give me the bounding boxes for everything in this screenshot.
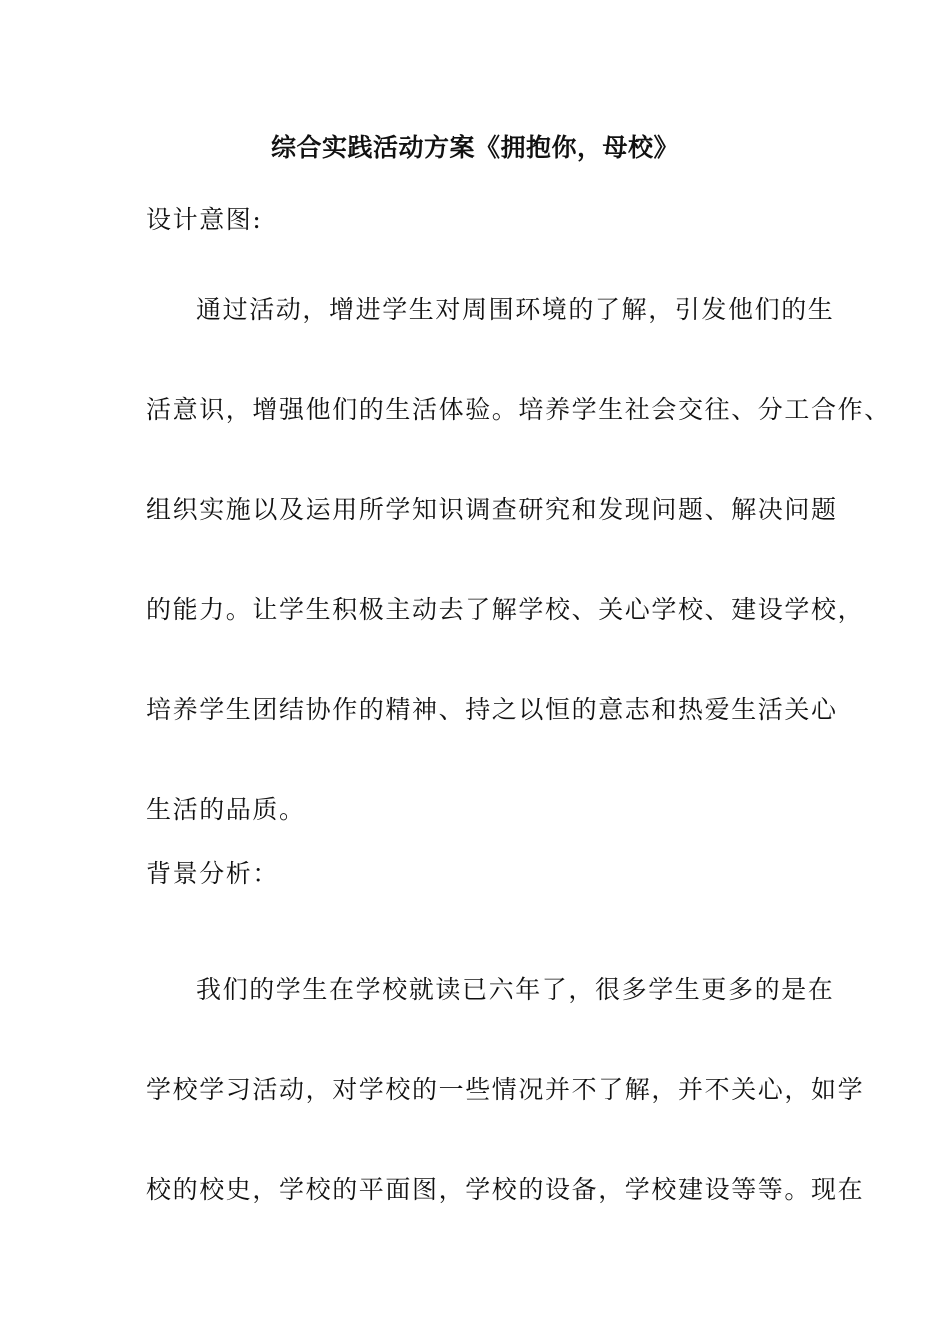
paragraph-line: 校的校史，学校的平面图，学校的设备，学校建设等等。现在 (146, 1175, 865, 1204)
paragraph-line: 的能力。让学生积极主动去了解学校、关心学校、建设学校， (146, 595, 865, 624)
paragraph-line: 活意识，增强他们的生活体验。培养学生社会交往、分工合作、 (146, 395, 891, 424)
paragraph-line: 组织实施以及运用所学知识调查研究和发现问题、解决问题 (146, 495, 838, 524)
section-heading-design: 设计意图: (146, 205, 263, 234)
paragraph-line: 培养学生团结协作的精神、持之以恒的意志和热爱生活关心 (146, 695, 838, 724)
paragraph-line: 我们的学生在学校就读已六年了，很多学生更多的是在 (196, 975, 835, 1004)
document-title: 综合实践活动方案《拥抱你，母校》 (270, 133, 679, 162)
paragraph-line: 学校学习活动，对学校的一些情况并不了解，并不关心，如学 (146, 1075, 865, 1104)
paragraph-line: 通过活动，增进学生对周围环境的了解，引发他们的生 (196, 295, 835, 324)
section-heading-background: 背景分析： (146, 859, 280, 888)
paragraph-line: 生活的品质。 (146, 795, 306, 824)
